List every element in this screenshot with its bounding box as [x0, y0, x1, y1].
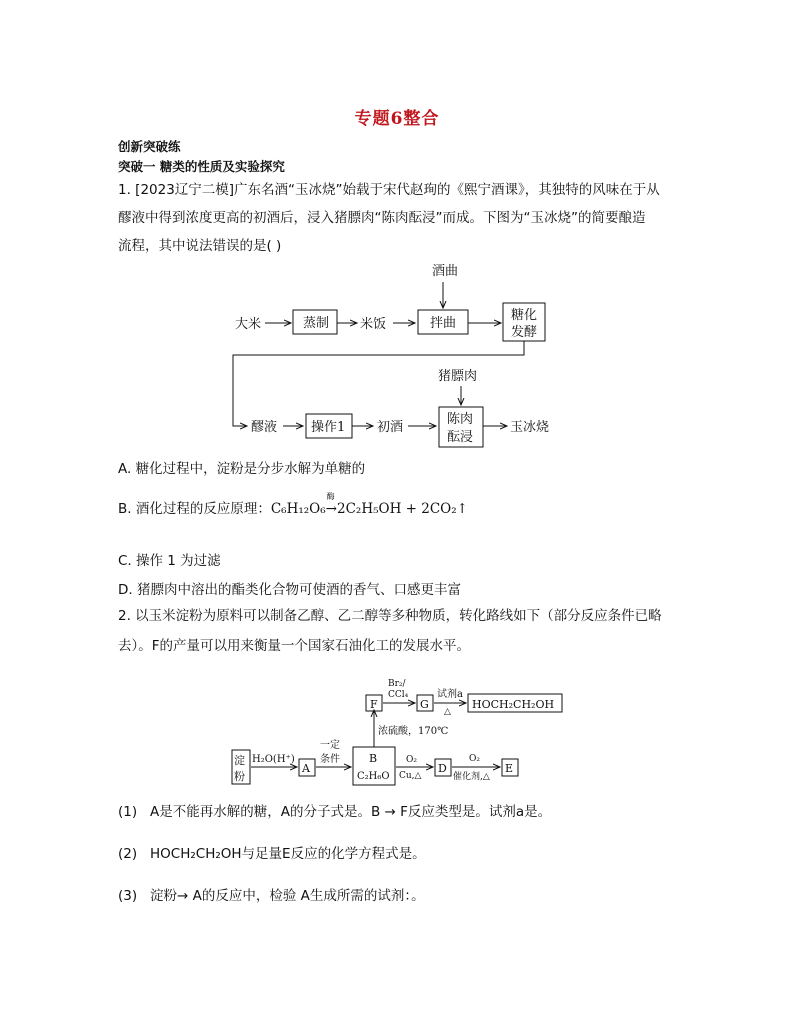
sub1-text: A是不能再水解的糖，A的分子式是。B → F反应类型是。试剂a是。 [150, 804, 552, 820]
q2-sub-3 [118, 884, 425, 904]
scheme-cond-FG-2: CCl₄ [388, 690, 409, 700]
q1-option-c: C. 操作 1 为过滤 [118, 553, 221, 569]
scheme-starch-2: 粉 [234, 770, 245, 783]
sub2-text: HOCH₂CH₂OH与足量E反应的化学方程式是。 [150, 846, 426, 862]
scheme-F: F [370, 698, 378, 711]
q1-line-2: 醪液中得到浓度更高的初酒后，浸入猪膘肉“陈肉酝浸”而成。下图为“玉冰烧”的简要酿造 [118, 210, 646, 226]
brewing-flow-diagram [225, 260, 595, 450]
flow-product: 玉冰烧 [510, 420, 550, 435]
flow-op1: 操作1 [311, 420, 346, 435]
subsection-heading: 突破一 糖类的性质及实验探究 [118, 159, 285, 174]
flow-steam: 蒸制 [303, 316, 330, 331]
flow-mash: 醪液 [251, 420, 278, 435]
scheme-cond-A-1: 一定 [320, 740, 340, 751]
q1-option-d: D. 猪膘肉中溶出的酯类化合物可使酒的香气、口感更丰富 [118, 582, 461, 598]
flow-qu: 酒曲 [432, 264, 459, 279]
scheme-starch-1: 淀 [234, 754, 245, 767]
q2-line-2: 去）。F的产量可以用来衡量一个国家石油化工的发展水平。 [118, 638, 471, 654]
flow-cooked-rice: 米饭 [360, 317, 387, 332]
scheme-cond-hydrolysis: H₂O(H⁺) [252, 754, 295, 765]
scheme-cond-DE-1: O₂ [469, 754, 480, 764]
flow-pork: 猪膘肉 [438, 369, 478, 384]
flow-rice: 大米 [235, 317, 262, 332]
scheme-G: G [420, 698, 429, 711]
scheme-E: E [505, 762, 514, 775]
sub1-label: (1) [118, 804, 138, 820]
flow-ferment-1: 糖化 [511, 308, 538, 323]
scheme-B: B [369, 752, 378, 765]
scheme-cond-G-1: 试剂a [437, 689, 463, 700]
page-title: 专题6整合 [354, 109, 440, 129]
flow-ferment-2: 发酵 [511, 325, 538, 340]
q1-option-a: A. 糖化过程中，淀粉是分步水解为单糖的 [118, 461, 366, 477]
option-b-formula-right: 2C₂H₅OH + 2CO₂↑ [336, 501, 468, 517]
q1-line-3: 流程，其中说法错误的是( ) [118, 238, 282, 254]
scheme-cond-FG-1: Br₂/ [388, 679, 406, 689]
scheme-cond-BF: 浓硫酸，170℃ [378, 726, 449, 737]
flow-soak-2: 酝浸 [447, 430, 474, 445]
q2-sub-1 [118, 800, 551, 820]
scheme-cond-DE-2: 催化剂,△ [453, 772, 490, 782]
option-b-enzyme: 酶 [326, 492, 335, 501]
sub3-label: (3) [118, 888, 138, 904]
scheme-B-formula: C₂H₆O [357, 771, 390, 782]
option-b-formula-left: C₆H₁₂O₆ [270, 501, 326, 517]
scheme-cond-A-2: 条件 [320, 754, 340, 765]
sub2-label: (2) [118, 846, 138, 862]
flow-mix: 拌曲 [430, 316, 457, 331]
q1-line-1: 1. [2023辽宁二模]广东名酒“玉冰烧”始载于宋代赵珣的《熙宁酒课》，其独特的风味在于从 [118, 182, 660, 198]
scheme-cond-G-2: △ [444, 707, 451, 717]
q2-line-1: 2. 以玉米淀粉为原料可以制备乙醇、乙二醇等多种物质，转化路线如下（部分反应条件已略 [118, 608, 662, 624]
q1-option-b [118, 492, 468, 517]
scheme-cond-BD-2: Cu,△ [399, 771, 422, 781]
scheme-D: D [438, 762, 447, 775]
scheme-A: A [302, 762, 310, 775]
q2-sub-2 [118, 842, 426, 862]
option-b-prefix: B. 酒化过程的反应原理： [118, 501, 271, 517]
sub3-text: 淀粉→ A的反应中，检验 A生成所需的试剂：。 [150, 888, 425, 904]
flow-raw-liquor: 初酒 [377, 420, 404, 435]
scheme-glycol: HOCH₂CH₂OH [472, 698, 555, 711]
option-b-arrow: → [325, 501, 337, 517]
section-heading: 创新突破练 [118, 139, 181, 154]
flow-soak-1: 陈肉 [447, 412, 474, 427]
scheme-cond-BD-1: O₂ [406, 755, 417, 765]
reaction-scheme [228, 668, 568, 788]
